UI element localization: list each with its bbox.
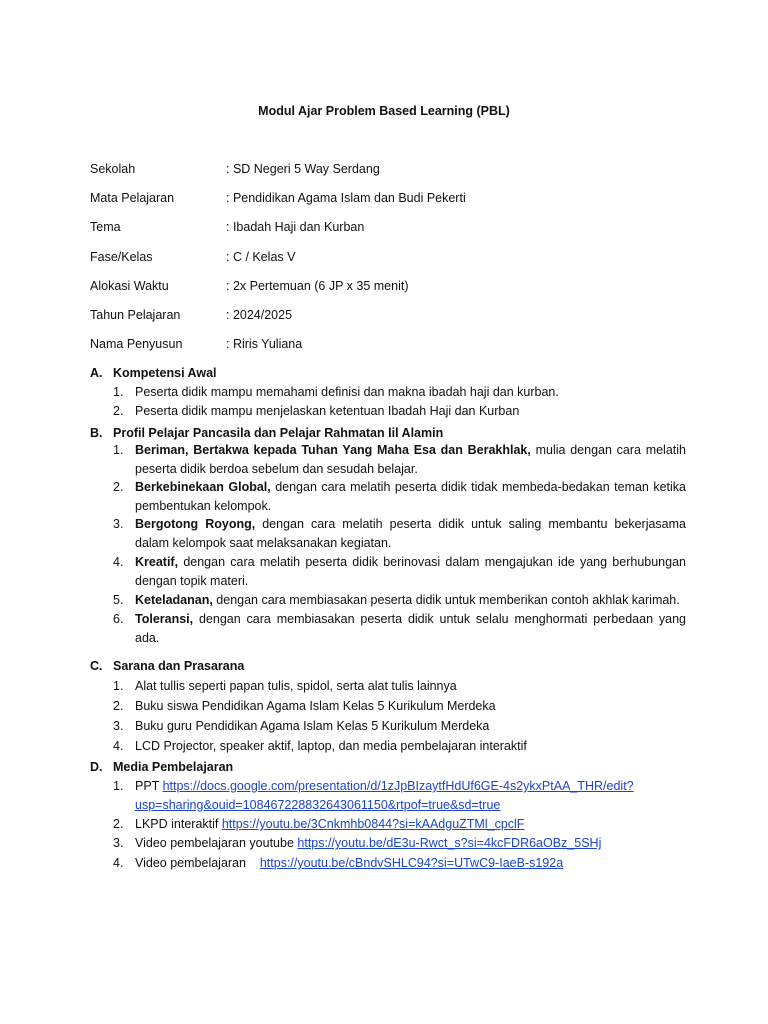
list-item [113, 383, 686, 402]
list-item [113, 834, 686, 853]
list-text-label: LKPD interaktif [135, 817, 222, 831]
info-value: : SD Negeri 5 Way Serdang [226, 162, 380, 176]
list-number: 6. [113, 612, 124, 626]
info-value: : 2024/2025 [226, 308, 293, 322]
list-text [135, 834, 686, 853]
list-text [135, 815, 686, 834]
list-text [135, 515, 686, 552]
list-item [113, 737, 686, 756]
section-d-heading [90, 758, 233, 776]
list-item [113, 402, 686, 421]
info-label: Tema [90, 220, 121, 234]
list-number: 5. [113, 593, 124, 607]
info-value: : C / Kelas V [226, 250, 296, 264]
list-number: 1. [113, 779, 124, 793]
list-number: 3. [113, 719, 124, 733]
section-letter: B. [90, 426, 103, 440]
list-text-rest: dengan cara melatih peserta didik tidak membeda-bedakan teman ketika pembentukan kelompok. [135, 480, 686, 513]
list-text [135, 553, 686, 590]
list-number: 2. [113, 817, 124, 831]
list-number: 4. [113, 739, 124, 753]
list-text-label: Video pembelajaran [135, 856, 260, 870]
info-label: Fase/Kelas [90, 250, 153, 264]
list-text-label: PPT [135, 779, 163, 793]
list-item [113, 553, 686, 590]
section-a-heading [90, 364, 217, 382]
list-item [113, 717, 686, 736]
video-link[interactable]: https://youtu.be/cBndvSHLC94?si=UTwC9-IaeB-s192a [259, 856, 564, 870]
list-number: 1. [113, 385, 124, 399]
list-item [113, 478, 686, 515]
youtube-video-link[interactable]: https://youtu.be/dE3u-Rwct_s?si=4kcFDR6aOBz_5SHj [297, 836, 602, 850]
section-title: Sarana dan Prasarana [113, 659, 245, 673]
list-text-rest: dengan cara melatih peserta didik berinovasi dalam mengajukan ide yang berhubungan dengan topik materi. [135, 555, 686, 588]
list-text: Buku guru Pendidikan Agama Islam Kelas 5 Kurikulum Merdeka [135, 719, 490, 733]
list-text: Peserta didik mampu memahami definisi dan makna ibadah haji dan kurban. [135, 385, 559, 399]
section-title: Kompetensi Awal [113, 366, 217, 380]
list-text: Alat tullis seperti papan tulis, spidol, serta alat tulis lainnya [135, 679, 457, 693]
list-text-bold: Toleransi, [135, 612, 194, 626]
section-letter: D. [90, 760, 103, 774]
info-label: Nama Penyusun [90, 337, 183, 351]
list-text-bold: Keteladanan, [135, 593, 213, 607]
list-text-bold: Kreatif, [135, 555, 179, 569]
list-text [135, 591, 686, 610]
info-label: Alokasi Waktu [90, 279, 169, 293]
ppt-link[interactable]: https://docs.google.com/presentation/d/1zJpBIzaytfHdUf6GE-4s2ykxPtAA_THR/edit? [162, 779, 634, 793]
list-item [113, 515, 686, 552]
list-text-rest: dengan cara membiasakan peserta didik untuk selalu menghormati perbedaan yang ada. [135, 612, 686, 645]
list-item [113, 677, 686, 696]
info-value: : Pendidikan Agama Islam dan Budi Pekerti [226, 191, 466, 205]
info-label: Tahun Pelajaran [90, 308, 181, 322]
section-c-heading [90, 657, 244, 675]
list-item [113, 697, 686, 716]
list-text [135, 478, 686, 515]
list-text-bold: Beriman, Bertakwa kepada Tuhan Yang Maha Esa dan Berakhlak, [135, 443, 531, 457]
list-text-bold: Bergotong Royong, [135, 517, 256, 531]
section-title: Media Pembelajaran [113, 760, 234, 774]
ppt-link-continued[interactable]: usp=sharing&ouid=108467228832643061150&rtpof=true&sd=true [135, 797, 501, 812]
list-item [113, 815, 686, 834]
list-text: Peserta didik mampu menjelaskan ketentuan Ibadah Haji dan Kurban [135, 404, 520, 418]
section-title: Profil Pelajar Pancasila dan Pelajar Rahmatan lil Alamin [113, 426, 444, 440]
section-letter: C. [90, 659, 103, 673]
info-label: Mata Pelajaran [90, 191, 175, 205]
list-item [113, 591, 686, 610]
list-number: 3. [113, 836, 124, 850]
list-number: 4. [113, 856, 124, 870]
list-number: 2. [113, 699, 124, 713]
list-text: Buku siswa Pendidikan Agama Islam Kelas 5 Kurikulum Merdeka [135, 699, 496, 713]
list-text-rest: dengan cara melatih peserta didik untuk saling membantu bekerjasama dalam kelompok saat melaksanakan kegiatan. [135, 517, 686, 550]
list-text [135, 610, 686, 647]
list-text-rest: mulia dengan cara melatih peserta didik berdoa sebelum dan sesudah belajar. [135, 443, 686, 476]
lkpd-link[interactable]: https://youtu.be/3Cnkmhb0844?si=kAAdguZTMl_cpclF [221, 817, 525, 831]
list-text [135, 441, 686, 478]
list-number: 1. [113, 679, 124, 693]
list-number: 2. [113, 480, 124, 494]
list-item [113, 777, 686, 814]
section-b-heading [90, 424, 443, 442]
list-item [113, 610, 686, 647]
info-value: : 2x Pertemuan (6 JP x 35 menit) [226, 279, 409, 293]
list-item [113, 854, 686, 873]
info-label: Sekolah [90, 162, 136, 176]
list-number: 2. [113, 404, 124, 418]
list-text [135, 777, 686, 814]
info-value: : Ibadah Haji dan Kurban [226, 220, 365, 234]
list-text-rest: dengan cara membiasakan peserta didik untuk memberikan contoh akhlak karimah. [212, 593, 680, 607]
list-text: LCD Projector, speaker aktif, laptop, dan media pembelajaran interaktif [135, 739, 527, 753]
list-text [135, 854, 686, 873]
section-letter: A. [90, 366, 103, 380]
document-title: Modul Ajar Problem Based Learning (PBL) [258, 104, 510, 118]
list-item [113, 441, 686, 478]
list-text-bold: Berkebinekaan Global, [135, 480, 271, 494]
list-number: 1. [113, 443, 124, 457]
list-text-label: Video pembelajaran youtube [135, 836, 298, 850]
list-number: 3. [113, 517, 124, 531]
list-number: 4. [113, 555, 124, 569]
info-value: : Riris Yuliana [226, 337, 303, 351]
